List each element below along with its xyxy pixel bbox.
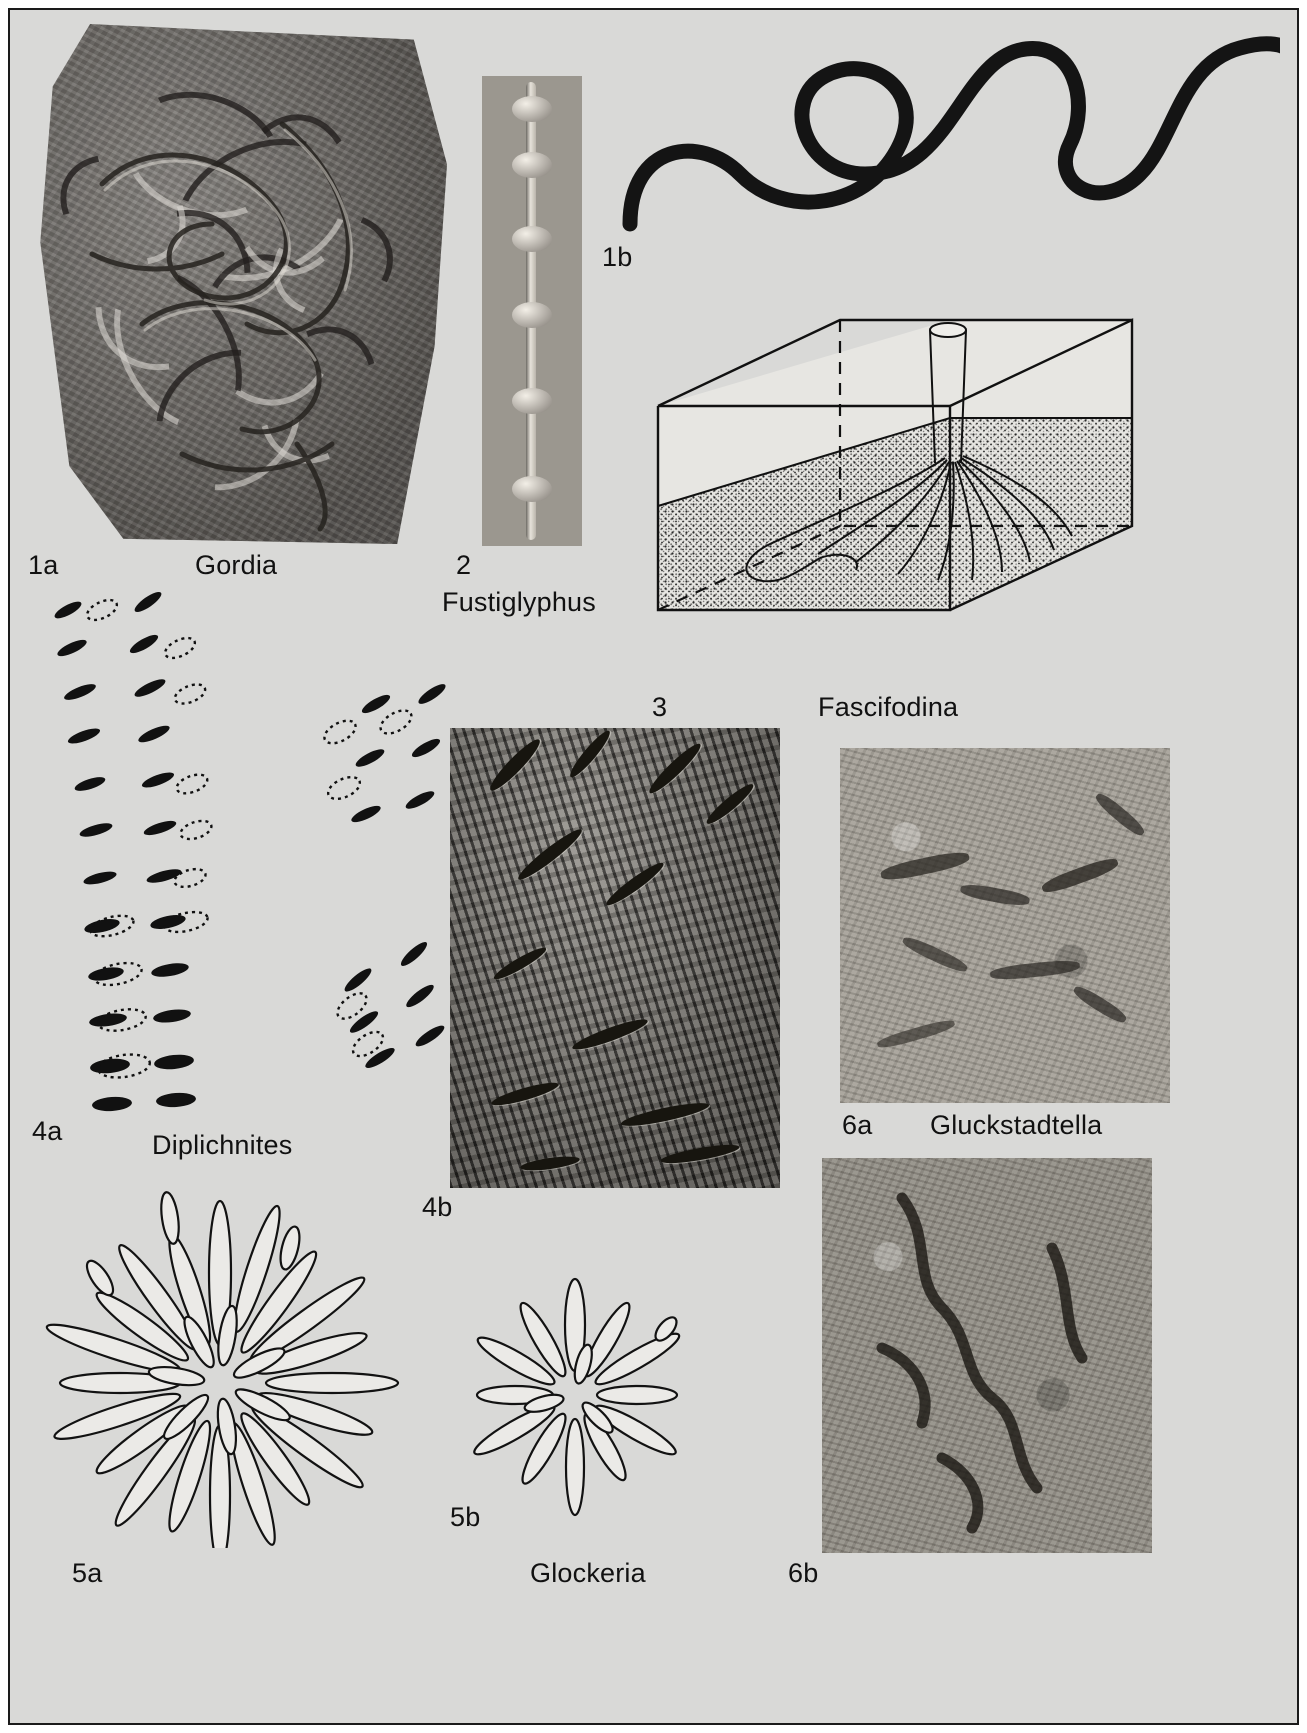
figure-1a-number: 1a xyxy=(28,550,59,580)
figure-5b-glockeria-drawing xyxy=(450,1265,710,1535)
figure-1b-number: 1b xyxy=(602,242,633,272)
figure-1b-gordia-drawing xyxy=(620,24,1280,254)
figure-3-caption: Fascifodina xyxy=(818,692,959,722)
figure-5a-number: 5a xyxy=(72,1558,103,1588)
figure-3-fascifodina-block-diagram xyxy=(650,258,1140,688)
slab-trace-lines xyxy=(32,24,447,544)
figure-5a-rosette-drawing xyxy=(40,1178,400,1548)
trackway-drawing-svg xyxy=(40,588,470,1133)
rosette-small-svg xyxy=(450,1265,710,1535)
figure-6a-caption: Gluckstadtella xyxy=(930,1110,1103,1140)
figure-4a-number: 4a xyxy=(32,1116,63,1146)
figure-4a-caption: Diplichnites xyxy=(152,1130,293,1160)
figure-4a-diplichnites-drawing xyxy=(40,588,470,1133)
figure-3-number: 3 xyxy=(652,692,668,722)
figure-5b-caption: Glockeria xyxy=(530,1558,646,1588)
figure-4b-number: 4b xyxy=(422,1192,453,1222)
meandering-line-icon xyxy=(620,24,1280,254)
figure-6a-number: 6a xyxy=(842,1110,873,1140)
rosette-large-svg xyxy=(40,1178,400,1548)
figure-4b-photo xyxy=(450,728,780,1188)
figure-2-number: 2 xyxy=(456,550,472,580)
figure-6b-number: 6b xyxy=(788,1558,819,1588)
figure-1a-gordia-photo xyxy=(32,24,447,544)
figure-6a-texture xyxy=(840,748,1170,1103)
figure-1a-caption: Gordia xyxy=(195,550,278,580)
figure-6b-traces xyxy=(822,1158,1152,1553)
plate-frame xyxy=(8,8,1299,1725)
figure-6b-photo xyxy=(822,1158,1152,1553)
block-diagram-svg xyxy=(650,258,1140,688)
figure-2-caption: Fustiglyphus xyxy=(442,587,596,617)
figure-5b-number: 5b xyxy=(450,1502,481,1532)
figure-2-fustiglyphus-photo xyxy=(482,76,582,546)
figure-6a-gluckstadtella-photo xyxy=(840,748,1170,1103)
